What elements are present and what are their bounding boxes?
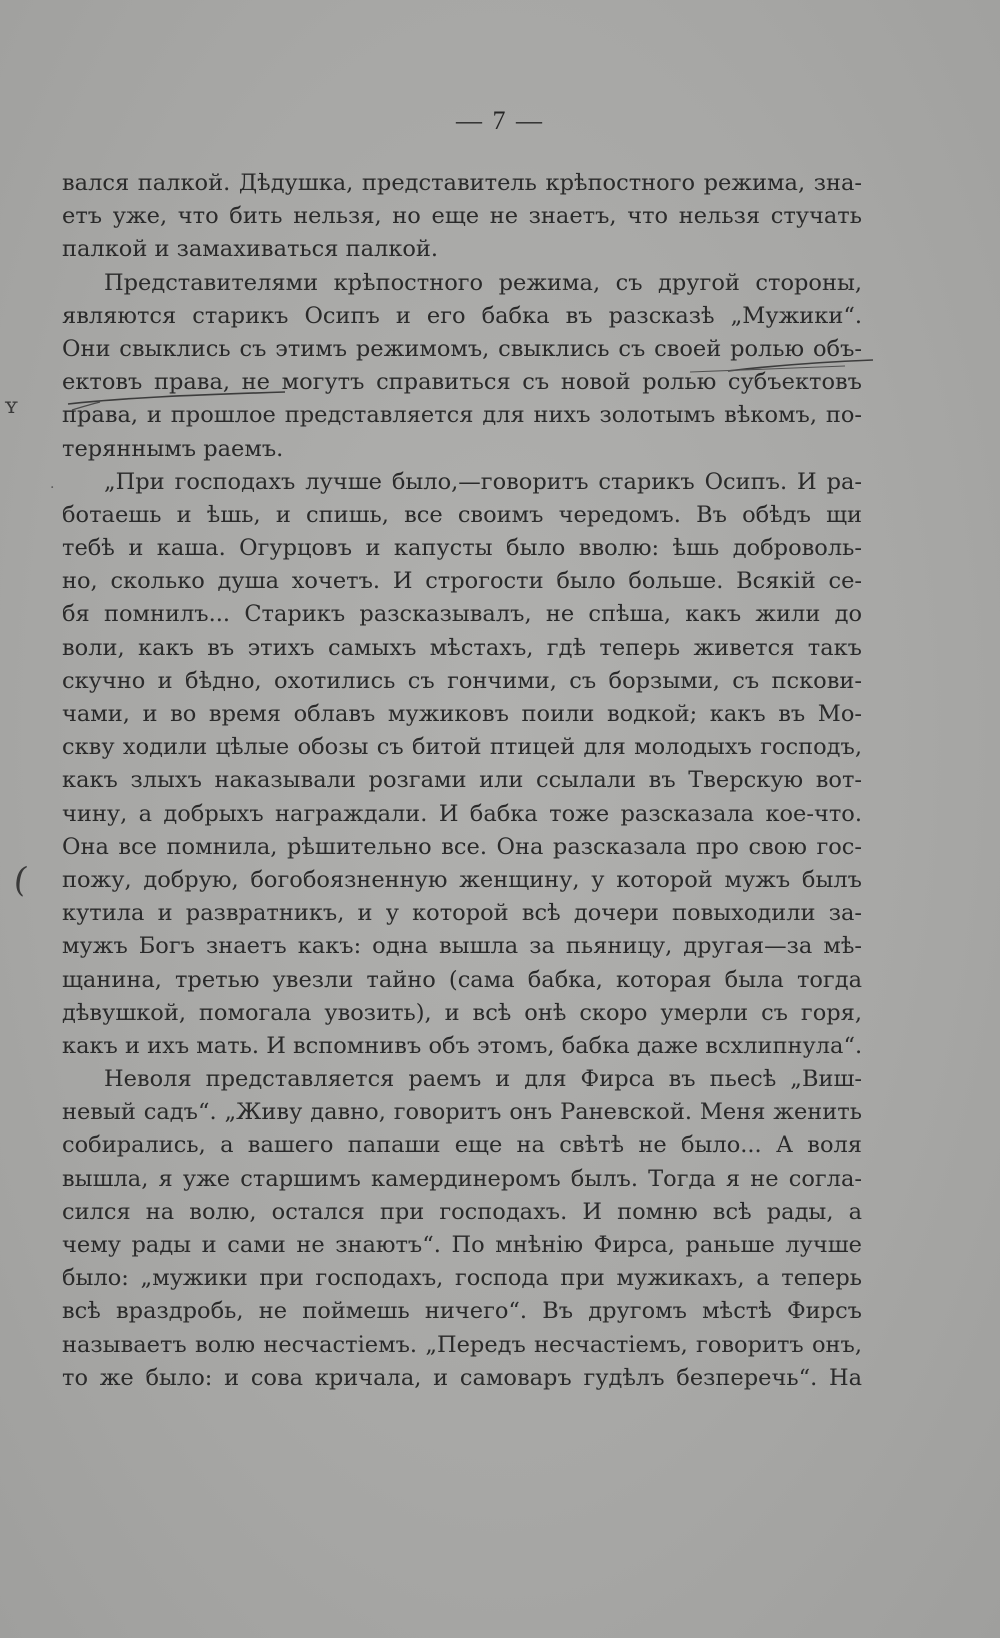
text-line: „При господахъ лучше было,—говоритъ старикъ Осипъ. И ра- bbox=[104, 468, 862, 495]
text-line: чину, а добрыхъ награждали. И бабка тоже разсказала кое-что. bbox=[62, 800, 862, 827]
text-line: дѣвушкой, помогала увозить), и всѣ онѣ скоро умерли съ горя, bbox=[62, 999, 862, 1026]
text-line: но, сколько душа хочетъ. И строгости было больше. Всякій се- bbox=[62, 568, 862, 595]
text-line: сился на волю, остался при господахъ. И помню всѣ рады, а bbox=[62, 1198, 862, 1225]
text-line: скву ходили цѣлые обозы съ битой птицей для молодыхъ господъ, bbox=[62, 734, 862, 761]
text-line: права, и прошлое представляется для нихъ золотымъ вѣкомъ, по- bbox=[62, 402, 862, 429]
text-line: пожу, добрую, богобоязненную женщину, у которой мужъ былъ bbox=[62, 866, 862, 893]
text-line: какъ злыхъ наказывали розгами или ссылали въ Тверскую вот- bbox=[62, 767, 862, 794]
text-line: являются старикъ Осипъ и его бабка въ разсказѣ „Мужики“. bbox=[62, 302, 862, 329]
text-line: щанина, третью увезли тайно (сама бабка, которая была тогда bbox=[62, 966, 862, 993]
text-line: теряннымъ раемъ. bbox=[62, 435, 284, 462]
text-line: скучно и бѣдно, охотились съ гончими, съ борзыми, съ пскови- bbox=[62, 667, 862, 694]
text-line: было: „мужики при господахъ, господа при мужикахъ, а теперь bbox=[62, 1265, 862, 1292]
text-line: называетъ волю несчастіемъ. „Передъ несчастіемъ, говоритъ онъ, bbox=[62, 1331, 862, 1358]
text-line: Неволя представляется раемъ и для Фирса въ пьесѣ „Виш- bbox=[104, 1066, 862, 1093]
text-line: ботаешь и ѣшь, и спишь, все своимъ чередомъ. Въ обѣдъ щи bbox=[62, 501, 862, 528]
text-line: собирались, а вашего папаши еще на свѣтѣ не было... А воля bbox=[62, 1132, 862, 1159]
text-line: мужъ Богъ знаетъ какъ: одна вышла за пьяницу, другая—за мѣ- bbox=[62, 933, 862, 960]
body-text bbox=[62, 167, 862, 1395]
text-line: палкой и замахиваться палкой. bbox=[62, 236, 439, 263]
text-line: бя помнилъ... Старикъ разсказывалъ, не спѣша, какъ жили до bbox=[62, 601, 862, 628]
text-line: невый садъ“. „Живу давно, говоритъ онъ Раневской. Меня женить bbox=[62, 1099, 862, 1126]
text-line: кутила и развратникъ, и у которой всѣ дочери повыходили за- bbox=[62, 900, 862, 927]
text-line: то же было: и сова кричала, и самоваръ гудѣлъ безперечь“. На bbox=[62, 1364, 862, 1391]
text-line: воли, какъ въ этихъ самыхъ мѣстахъ, гдѣ теперь живется такъ bbox=[62, 634, 862, 661]
page-number: — 7 — bbox=[456, 106, 544, 135]
margin-wear-speck: · bbox=[50, 480, 55, 496]
text-line: всѣ враздробь, не поймешь ничего“. Въ другомъ мѣстѣ Фирсъ bbox=[62, 1298, 862, 1325]
text-line: Представителями крѣпостного режима, съ другой стороны, bbox=[104, 269, 862, 296]
margin-mark-upper: ʏ bbox=[4, 394, 19, 419]
text-line: ектовъ права, не могутъ справиться съ новой ролью субъектовъ bbox=[62, 369, 862, 396]
text-line: вался палкой. Дѣдушка, представитель крѣпостного режима, зна- bbox=[62, 170, 862, 196]
text-line: етъ уже, что бить нельзя, но еще не знаетъ, что нельзя стучать bbox=[62, 203, 862, 230]
text-line: какъ и ихъ мать. И вспомнивъ объ этомъ, бабка даже всхлипнула“. bbox=[62, 1032, 863, 1059]
text-line: Они свыклись съ этимъ режимомъ, свыклись съ своей ролью объ- bbox=[62, 335, 862, 362]
text-line: вышла, я уже старшимъ камердинеромъ былъ. Тогда я не согла- bbox=[62, 1165, 862, 1192]
margin-mark-lower: ( bbox=[11, 859, 30, 901]
text-line: Она все помнила, рѣшительно все. Она разсказала про свою гос- bbox=[62, 833, 862, 860]
text-line: тебѣ и каша. Огурцовъ и капусты было вволю: ѣшь доброволь- bbox=[62, 535, 862, 562]
text-line: чами, и во время облавъ мужиковъ поили водкой; какъ въ Мо- bbox=[62, 701, 862, 727]
text-line: чему рады и сами не знаютъ“. По мнѣнію Фирса, раньше лучше bbox=[62, 1232, 862, 1258]
